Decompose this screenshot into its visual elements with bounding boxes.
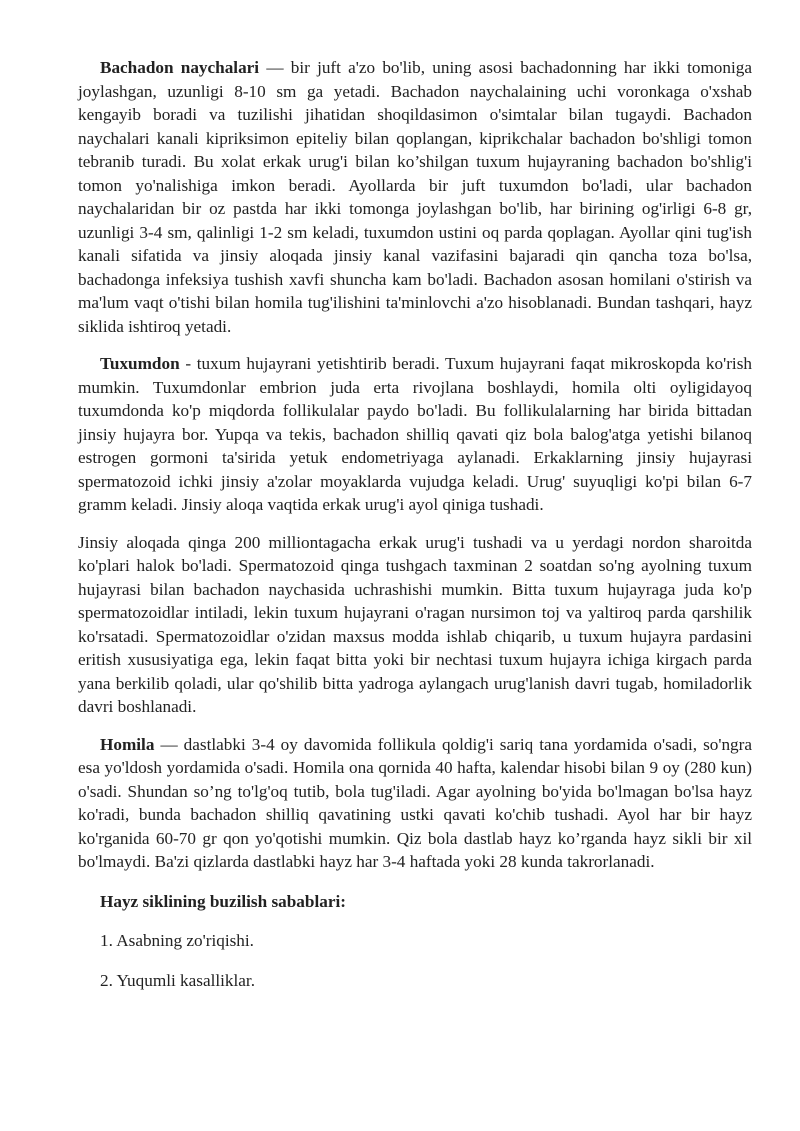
term-fetus: Homila bbox=[100, 734, 155, 754]
paragraph-ovary bbox=[78, 352, 752, 517]
paragraph-fallopian-tubes bbox=[78, 56, 752, 338]
section-heading: Hayz siklining buzilish sabablari: bbox=[100, 891, 346, 911]
document-page bbox=[78, 56, 752, 1008]
paragraph-text: Jinsiy aloqada qinga 200 milliontagacha erkak urug'i tushadi va u yerdagi nordon sharoitda ko'plari halok bo'ladi. Spermatozoid qinga tushgach taxminan 2 soatdan so'ng ayolning tuxum hujayrasi bilan bachadon naychasida uchrashishi mumkin. Bitta tuxum hujayraga juda ko'p spermatozoidlar intiladi, lekin tuxum hujayrani o'ragan nursimon toj va yaltiroq parda qarshilik ko'rsatadi. Spermatozoidlar o'zidan maxsus modda ishlab chiqarib, u tuxum hujayra pardasini eritish xususiyatiga ega, lekin faqat bitta yoki bir nechtasi tuxum hujayra ichiga kirgach parda yana berkilib qoladi, ular qo'shilib bitta yadroga aylangach urug'lanish davri tugab, homiladorlik davri boshlanadi. bbox=[78, 532, 752, 716]
list-item: 1. Asabning zo'riqishi. bbox=[100, 931, 254, 950]
paragraph-fetus bbox=[78, 733, 752, 874]
term-ovary: Tuxumdon bbox=[100, 354, 180, 373]
paragraph-text: - tuxum hujayrani yetishtirib beradi. Tuxum hujayrani faqat mikroskopda ko'rish mumkin. Tuxumdonlar embrion juda erta rivojlana boshlaydi, homila olti oyligidayoq tuxumdonda ko'p miqdorda follikulalar paydo bo'ladi. Bu follikulalarning har birida bittadan jinsiy hujayra bor. Yupqa va tekis, bachadon shilliq qavati qiz bola balog'atga yetishi bilanoq estrogen gormoni ta'sirida yetuk endometriyaga aylanadi. Erkaklarning jinsiy hujayrasi spermatozoid ichki jinsiy a'zolar moyaklarda vujudga keladi. Urug' suyuqligi ko'pi bilan 6-7 gramm keladi. Jinsiy aloqa vaqtida erkak urug'i ayol qiniga tushadi. bbox=[78, 354, 752, 514]
list-item: 2. Yuqumli kasalliklar. bbox=[100, 970, 255, 990]
paragraph-fertilization bbox=[78, 531, 752, 719]
term-fallopian-tubes: Bachadon naychalari bbox=[100, 58, 260, 77]
paragraph-text: — bir juft a'zo bo'lib, uning asosi bachadonning har ikki tomoniga joylashgan, uzunligi 8-10 sm ga yetadi. Bachadon naychalaining uchi voronkaga o'xshab kengayib boradi va tuzilishi jihatidan shoqildasimon o'simtalar bilan tugaydi. Bachadon naychalari kanali kipriksimon epiteliy bilan qoplangan, kiprikchalar bachadon bo'shligi tomon tebranib turadi. Bu xolat erkak urug'i bilan ko’shilgan tuxum hujayraning bachadon bo'shlig'i tomon yo'nalishiga imkon beradi. Ayollarda bir juft tuxumdon bo'ladi, ular bachadon naychalaridan bir oz pastda har ikki tomonga joylashgan bo'lib, har birining og'irligi 6-8 gr, uzunligi 3-4 sm, qalinligi 1-2 sm keladi, tuxumdon ustini oq parda qoplagan. Ayollar qini tug'ish kanali sifatida va jinsiy aloqada jinsiy kanal vazifasini bajaradi qin qancha toza bo'lsa, bachadonga infeksiya tushish xavfi shuncha kam bo'ladi. Bachadon asosan homilani o'stirish va ma'lum vaqt o'tishi bilan homila tug'ilishini ta'minlovchi a'zo hisoblanadi. Bundan tashqari, hayz siklida ishtiroq yetadi. bbox=[78, 58, 752, 336]
paragraph-text: — dastlabki 3-4 oy davomida follikula qoldig'i sariq tana yordamida o'sadi, so'ngra esa yo'ldosh yordamida o'sadi. Homila ona qornida 40 hafta, kalendar hisobi bilan 9 oy (280 kun) o'sadi. Shundan so’ng to'lg'oq tutib, bola tug'iladi. Agar ayolning bo'yida bo'lmagan bo'lsa hayz ko'radi, bunda bachadon shilliq qavatining ustki qavati ko'chib tushadi. Ayol har bir hayz ko'rganida 60-70 gr qon yo'qotishi mumkin. Qiz bola dastlab hayz ko’rganda hayz sikli bir xil bo'lmaydi. Ba'zi qizlarda dastlabki hayz har 3-4 haftada yoki 28 kunda takrorlanadi. bbox=[78, 734, 752, 871]
